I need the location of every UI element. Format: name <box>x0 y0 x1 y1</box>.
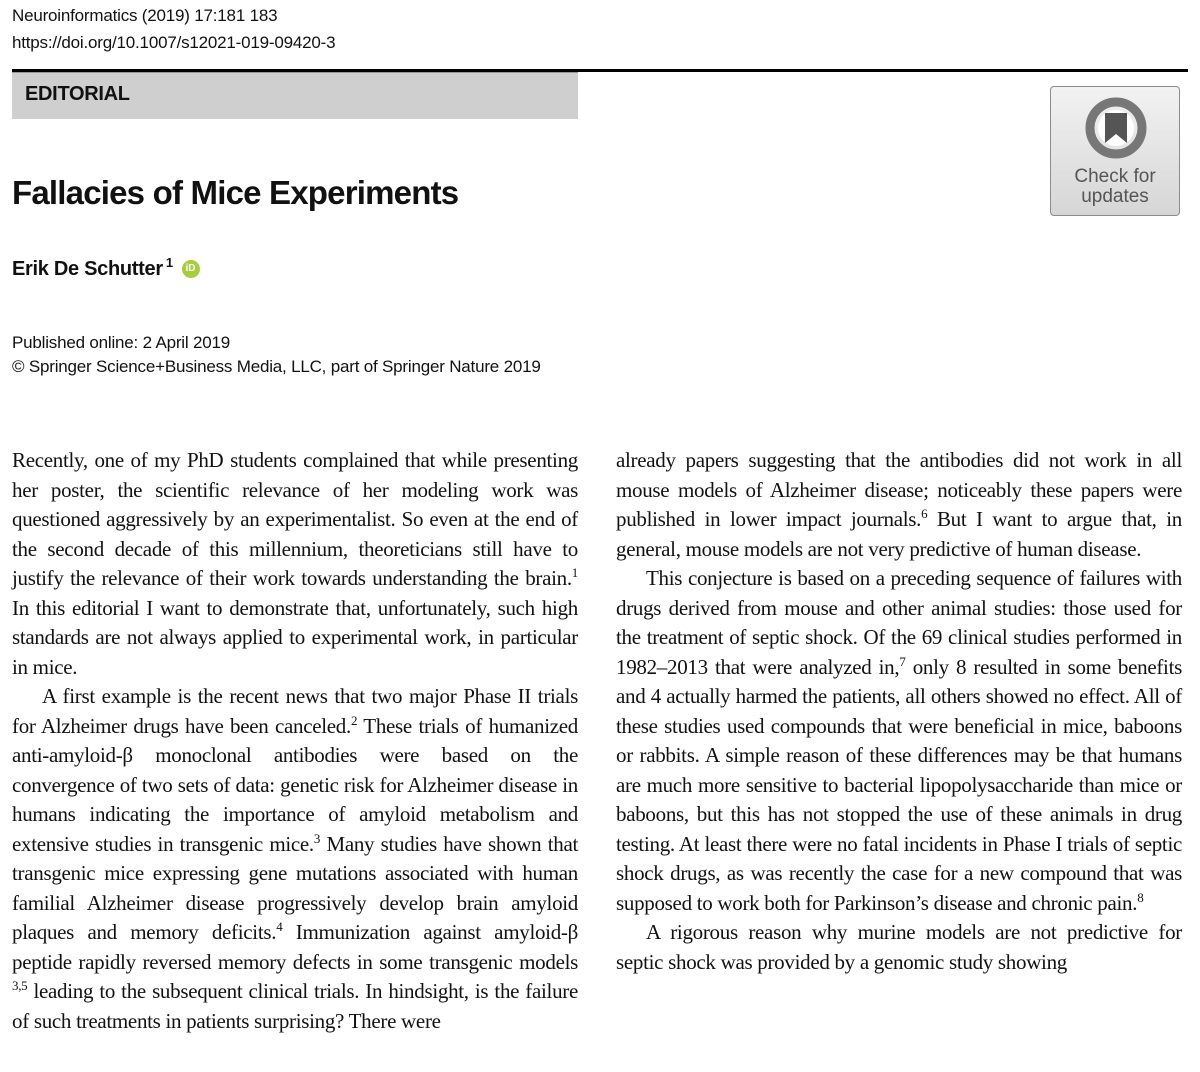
author-affiliation-sup: 1 <box>165 255 174 270</box>
paragraph <box>12 682 578 1036</box>
body-text: A first example is the recent news that two major Phase II trials for Alzheimer drugs have been canceled. <box>12 684 578 738</box>
citation-sup[interactable]: 8 <box>1137 889 1144 905</box>
body-text: In this editorial I want to demonstrate that, unfortunately, such high standards are not always applied to experimental work, in particular in mice. <box>12 595 578 679</box>
body-text: leading to the subsequent clinical trials. In hindsight, is the failure of such treatments in patients surprising? There were <box>12 979 578 1033</box>
body-column-left <box>12 446 578 1036</box>
section-label: EDITORIAL <box>25 83 130 105</box>
body-text: These trials of humanized anti-amyloid-β monoclonal antibodies were based on the convergence of two sets of data: genetic risk for Alzheimer disease in humans indicating the importance of amyloid metabolism and extensive studies in transgenic mice. <box>12 713 579 856</box>
orcid-icon[interactable]: iD <box>182 260 200 278</box>
body-column-right <box>616 446 1182 977</box>
badge-line-1: Check for <box>1074 166 1156 187</box>
paragraph <box>616 446 1182 564</box>
body-text: Immunization against amyloid-β peptide rapidly reversed memory defects in some transgenic models <box>12 920 578 974</box>
citation-sup[interactable]: 6 <box>921 506 928 522</box>
crossmark-icon <box>1081 93 1151 163</box>
badge-text <box>1051 167 1179 207</box>
section-bar <box>12 72 578 119</box>
citation-sup[interactable]: 3 <box>313 830 321 846</box>
body-text: already papers suggesting that the antibodies did not work in all mouse models of Alzheimer disease; noticeably these papers were published in lower impact journals. <box>616 448 1182 531</box>
body-text: only 8 resulted in some benefits and 4 actually harmed the patients, all others showed no effect. All of these studies used compounds that were beneficial in mice, baboons or rabbits. A simple reason of these differences may be that humans are much more sensitive to bacterial lipopolysaccharide than mice or baboons, but this has not stopped the use of these animals in drug testing. At least there were no fatal incidents in Phase I trials of septic shock drugs, as was recently the case for a new compound that was supposed to work both for Parkinson’s disease and chronic pain. <box>616 654 1182 915</box>
citation-sup[interactable]: 4 <box>276 919 283 935</box>
paragraph <box>616 918 1182 977</box>
body-text: A rigorous reason why murine models are not predictive for septic shock was provided by a genomic study showing <box>616 920 1182 974</box>
published-date: Published online: 2 April 2019 <box>12 333 230 352</box>
body-text: This conjecture is based on a preceding sequence of failures with drugs derived from mouse and other animal studies: those used for the treatment of septic shock. Of the 69 clinical studies performed in 1982–2013 that were analyzed in, <box>616 566 1182 679</box>
article-title: Fallacies of Mice Experiments <box>12 174 459 211</box>
journal-citation: Neuroinformatics (2019) 17:181 183 <box>12 6 278 25</box>
citation-sup[interactable]: 1 <box>571 565 578 581</box>
badge-line-2: updates <box>1081 186 1149 207</box>
paragraph <box>616 564 1182 918</box>
citation-sup[interactable]: 7 <box>899 653 906 669</box>
citation-sup[interactable]: 2 <box>350 712 358 728</box>
body-text: Recently, one of my PhD students complained that while presenting her poster, the scientific relevance of her modeling work was questioned aggressively by an experimentalist. So even at the end of the second decade of this millennium, theoreticians still have to justify the relevance of their work towards understanding the brain. <box>12 448 578 590</box>
paragraph <box>12 446 578 682</box>
author-name[interactable]: Erik De Schutter <box>12 258 163 280</box>
check-for-updates-badge[interactable] <box>1050 86 1180 216</box>
author-row <box>12 255 200 288</box>
body-text: Many studies have shown that transgenic mice expressing gene mutations associated with human familial Alzheimer disease progressively develop brain amyloid plaques and memory deficits. <box>12 831 578 944</box>
doi-link[interactable]: https://doi.org/10.1007/s12021-019-09420-3 <box>12 33 336 52</box>
body-text: But I want to argue that, in general, mouse models are not very predictive of human disease. <box>616 507 1182 561</box>
copyright-line: © Springer Science+Business Media, LLC, part of Springer Nature 2019 <box>12 357 541 376</box>
citation-sup[interactable]: 3,5 <box>12 978 28 994</box>
